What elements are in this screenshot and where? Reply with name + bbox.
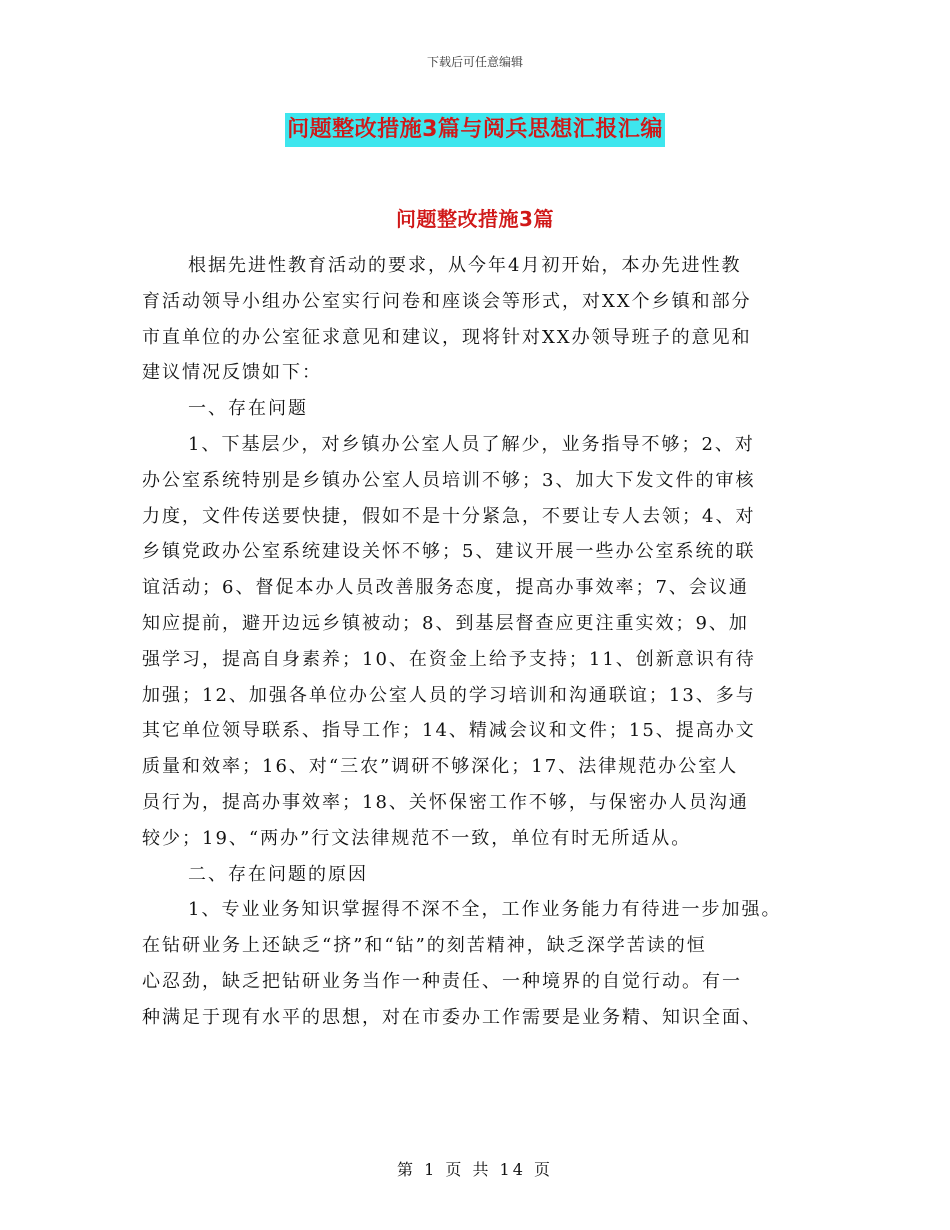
paragraph-line: 心忍劲，缺乏把钻研业务当作一种责任、一种境界的自觉行动。有一: [142, 970, 742, 992]
paragraph-line: 建议情况反馈如下：: [142, 362, 322, 384]
paragraph-line: 谊活动；6、督促本办人员改善服务态度，提高办事效率；7、会议通: [142, 577, 749, 599]
paragraph-line: 其它单位领导联系、指导工作；14、精减会议和文件；15、提高办文: [142, 720, 756, 742]
sub-title: 问题整改措施3篇: [396, 207, 554, 231]
main-title-wrap: [0, 113, 950, 147]
paragraph-line: 1、专业业务知识掌握得不深不全，工作业务能力有待进一步加强。: [188, 899, 782, 921]
paragraph-line: 在钻研业务上还缺乏“挤”和“钻”的刻苦精神，缺乏深学苦读的恒: [142, 935, 707, 957]
paragraph-line: 办公室系统特别是乡镇办公室人员培训不够；3、加大下发文件的审核: [142, 469, 756, 491]
paragraph-line: 种满足于现有水平的思想，对在市委办工作需要是业务精、知识全面、: [142, 1006, 762, 1028]
body-text: [142, 248, 822, 1036]
paragraph-line: 加强；12、加强各单位办公室人员的学习培训和沟通联谊；13、多与: [142, 684, 756, 706]
paragraph-line: 1、下基层少，对乡镇办公室人员了解少，业务指导不够；2、对: [188, 433, 755, 455]
paragraph-line: 知应提前，避开边远乡镇被动；8、到基层督查应更注重实效；9、加: [142, 612, 749, 634]
section-heading: 二、存在问题的原因: [188, 863, 368, 885]
page-footer: 第 1 页 共 14 页: [397, 1160, 553, 1179]
main-title: 问题整改措施3篇与阅兵思想汇报汇编: [285, 113, 665, 147]
section-heading: 一、存在问题: [188, 398, 308, 420]
paragraph-line: 质量和效率；16、对“三农”调研不够深化；17、法律规范办公室人: [142, 756, 739, 778]
paragraph-line: 较少；19、“两办”行文法律规范不一致，单位有时无所适从。: [142, 827, 692, 849]
paragraph-line: 力度，文件传送要快捷，假如不是十分紧急，不要让专人去领；4、对: [142, 505, 756, 527]
paragraph-line: 育活动领导小组办公室实行问卷和座谈会等形式，对XX个乡镇和部分: [142, 290, 752, 312]
paragraph-line: 乡镇党政办公室系统建设关怀不够；5、建议开展一些办公室系统的联: [142, 541, 756, 563]
header-note: 下载后可任意编辑: [426, 55, 523, 69]
paragraph-line: 强学习，提高自身素养；10、在资金上给予支持；11、创新意识有待: [142, 648, 756, 670]
paragraph-line: 员行为，提高办事效率；18、关怀保密工作不够，与保密办人员沟通: [142, 791, 749, 813]
paragraph-line: 根据先进性教育活动的要求，从今年4月初开始，本办先进性教: [188, 255, 742, 276]
paragraph-line: 市直单位的办公室征求意见和建议，现将针对XX办领导班子的意见和: [142, 326, 752, 348]
